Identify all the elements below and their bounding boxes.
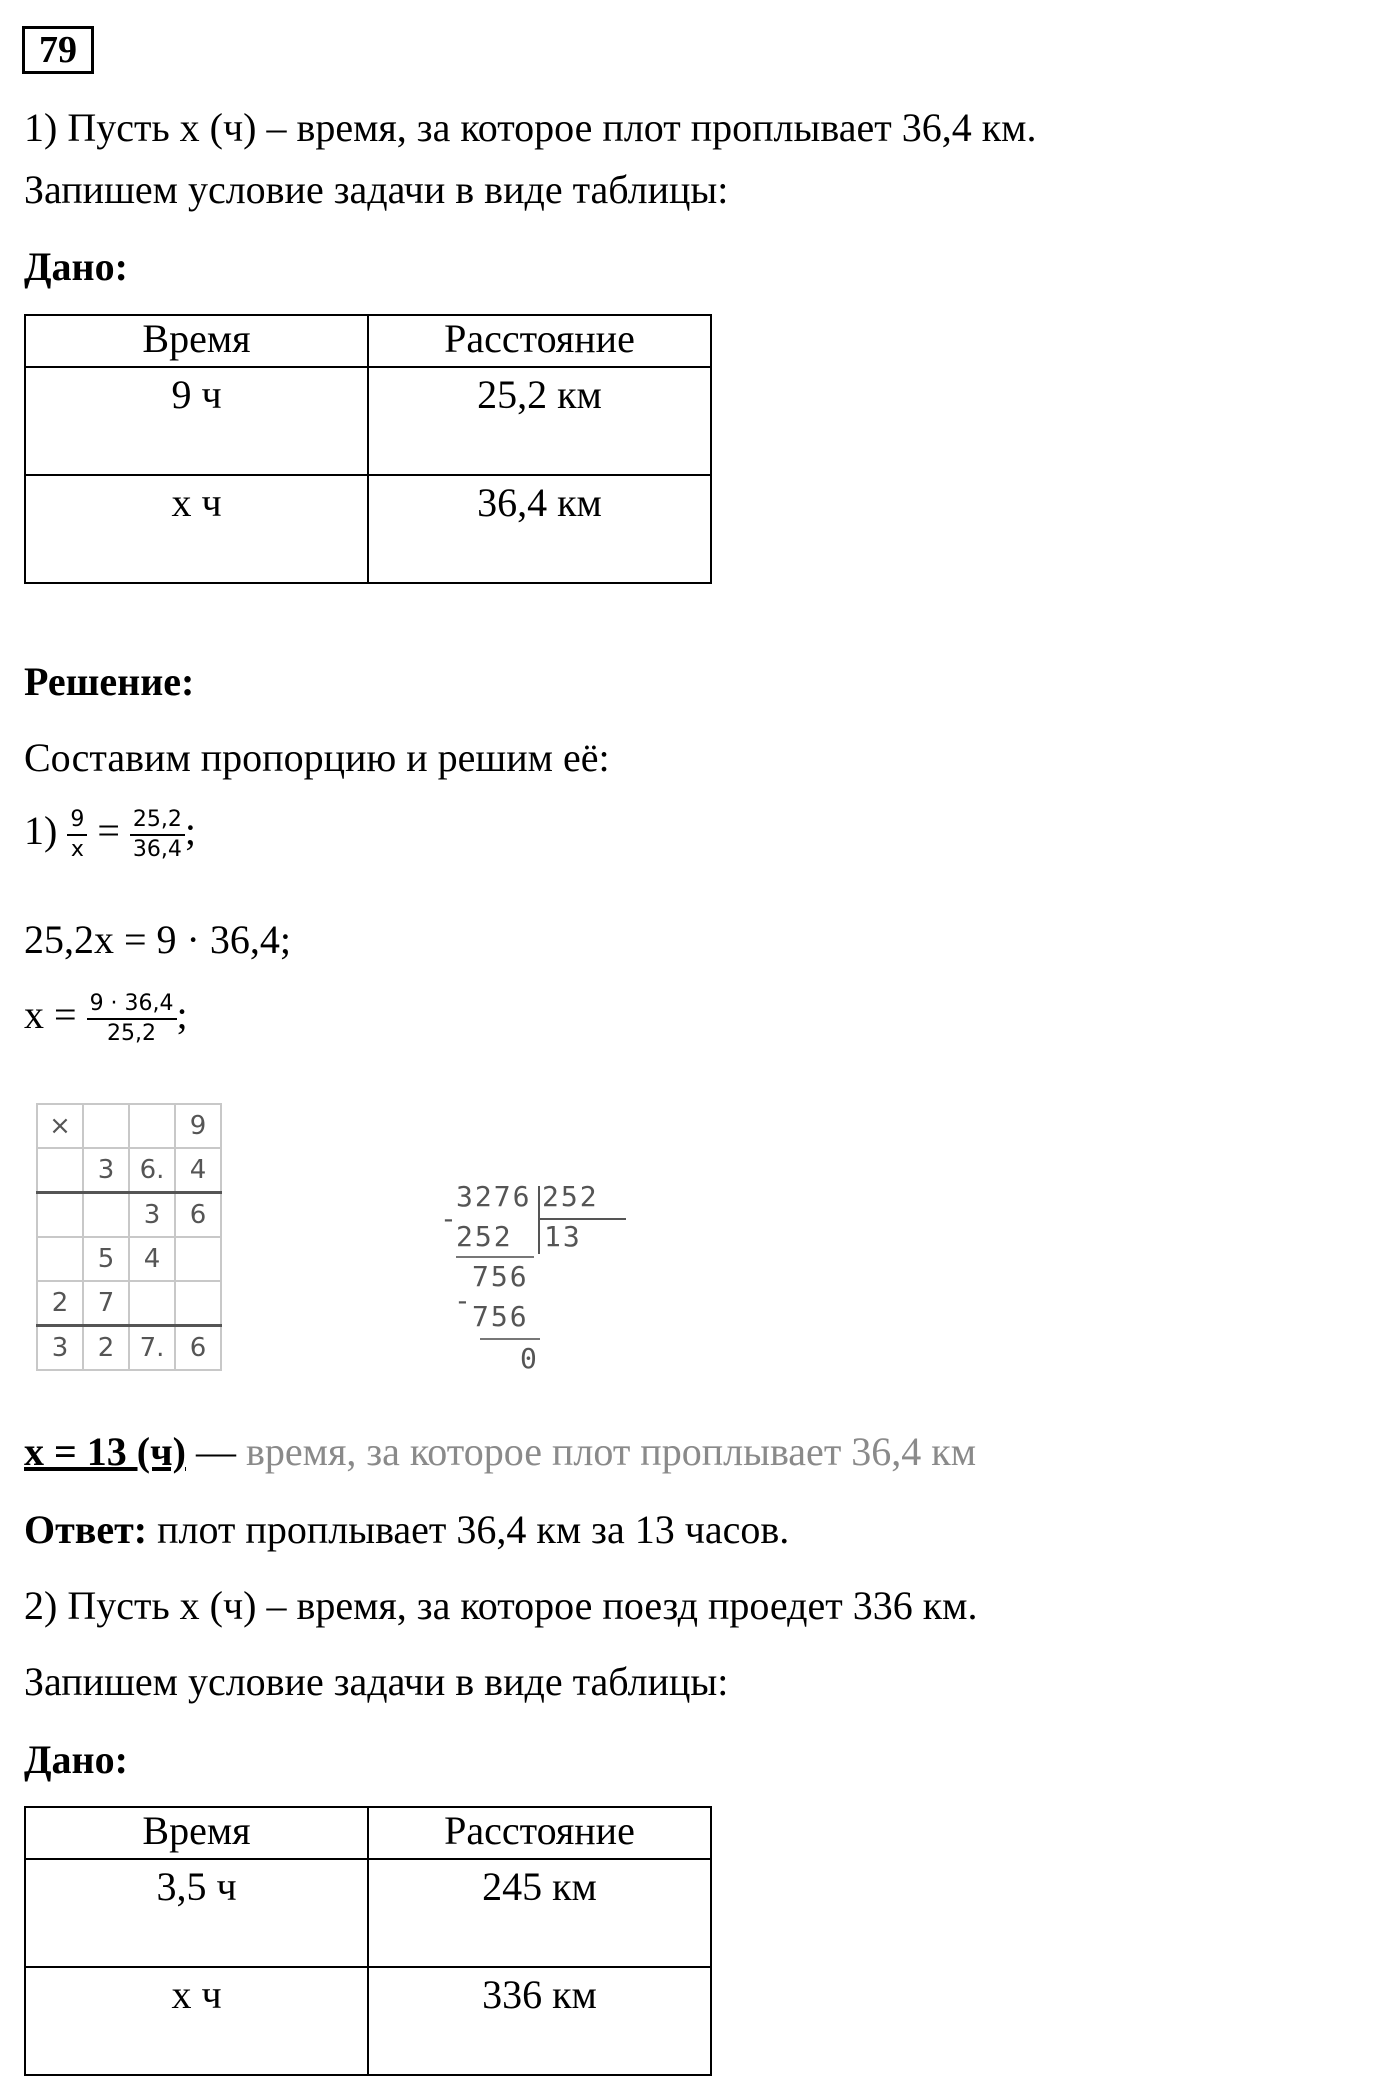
- fraction: [67, 806, 87, 864]
- answer-line: [24, 1506, 789, 1554]
- grid-cell: 4: [175, 1148, 221, 1193]
- grid-cell: [83, 1104, 129, 1148]
- underline: [480, 1338, 540, 1340]
- quotient: 13: [544, 1220, 582, 1253]
- grid-cell: 3: [83, 1148, 129, 1193]
- part2-given-label: Дано:: [24, 1737, 128, 1782]
- result-dash: —: [186, 1429, 246, 1474]
- equation-step3: [24, 990, 188, 1048]
- grid-cell: [175, 1281, 221, 1326]
- grid-cell: ×: [37, 1104, 83, 1148]
- grid-cell: 4: [129, 1237, 175, 1281]
- denominator: x: [70, 837, 84, 862]
- semicolon: ;: [184, 808, 196, 854]
- grid-cell: 2: [83, 1326, 129, 1371]
- grid-cell: 6.: [129, 1148, 175, 1193]
- equation-step2: 25,2х = 9 · 36,4;: [24, 917, 291, 962]
- grid-cell: 7: [83, 1281, 129, 1326]
- denominator: 36,4: [132, 837, 182, 862]
- remainder: 756: [472, 1260, 529, 1293]
- grid-cell: [37, 1237, 83, 1281]
- long-division: [440, 1180, 640, 1380]
- part1-intro: 1) Пусть х (ч) – время, за которое плот проплывает 36,4 км.: [24, 105, 1037, 150]
- solution-label: Решение:: [24, 659, 195, 704]
- result-value: х = 13 (ч): [24, 1429, 186, 1474]
- table-header: Время: [25, 1807, 368, 1859]
- grid-cell: 6: [175, 1326, 221, 1371]
- grid-cell: [37, 1193, 83, 1238]
- part1-given-table: [24, 314, 712, 584]
- result-line: [24, 1428, 976, 1476]
- table-cell: 245 км: [368, 1859, 711, 1967]
- part1-table-note: Запишем условие задачи в виде таблицы:: [24, 167, 729, 212]
- proportion-intro: Составим пропорцию и решим её:: [24, 735, 610, 780]
- division-bar: [538, 1186, 540, 1254]
- fraction: [130, 806, 185, 864]
- table-header: Расстояние: [368, 1807, 711, 1859]
- minus-sign: -: [454, 1284, 473, 1317]
- grid-cell: 7.: [129, 1326, 175, 1371]
- part1-given-label: Дано:: [24, 244, 128, 289]
- result-description: время, за которое плот проплывает 36,4 км: [246, 1429, 977, 1474]
- table-cell: 36,4 км: [368, 475, 711, 583]
- table-cell: х ч: [25, 1967, 368, 2075]
- part2-intro: 2) Пусть х (ч) – время, за которое поезд проедет 336 км.: [24, 1583, 978, 1628]
- table-cell: 3,5 ч: [25, 1859, 368, 1967]
- division-result: 0: [520, 1342, 539, 1375]
- grid-cell: 9: [175, 1104, 221, 1148]
- numerator: 9: [67, 806, 87, 836]
- equals-sign: =: [97, 808, 120, 854]
- proportion-equation: [24, 806, 196, 864]
- grid-cell: [175, 1237, 221, 1281]
- step-prefix: 1): [24, 808, 58, 854]
- table-header: Время: [25, 315, 368, 367]
- grid-cell: [129, 1281, 175, 1326]
- problem-number: 79: [22, 26, 94, 74]
- table-header: Расстояние: [368, 315, 711, 367]
- grid-cell: 3: [129, 1193, 175, 1238]
- subtrahend: 252: [456, 1220, 513, 1253]
- table-cell: 25,2 км: [368, 367, 711, 475]
- table-cell: 9 ч: [25, 367, 368, 475]
- part2-given-table: [24, 1806, 712, 2076]
- grid-cell: [83, 1193, 129, 1238]
- table-cell: х ч: [25, 475, 368, 583]
- fraction: [87, 990, 177, 1048]
- dividend: 3276: [456, 1180, 532, 1213]
- grid-cell: 3: [37, 1326, 83, 1371]
- grid-cell: [37, 1148, 83, 1193]
- grid-cell: 5: [83, 1237, 129, 1281]
- column-multiplication: [36, 1103, 222, 1371]
- minus-sign: -: [440, 1202, 459, 1235]
- underline: [456, 1256, 534, 1258]
- answer-text: плот проплывает 36,4 км за 13 часов.: [147, 1507, 790, 1552]
- numerator: 25,2: [130, 806, 185, 836]
- semicolon: ;: [176, 992, 188, 1038]
- denominator: 25,2: [107, 1021, 157, 1046]
- numerator: 9 · 36,4: [87, 990, 177, 1020]
- answer-label: Ответ:: [24, 1507, 148, 1552]
- grid-cell: [129, 1104, 175, 1148]
- step-prefix: х =: [24, 992, 77, 1038]
- quotient-line: [540, 1218, 626, 1220]
- grid-cell: 2: [37, 1281, 83, 1326]
- table-cell: 336 км: [368, 1967, 711, 2075]
- divisor: 252: [542, 1180, 599, 1213]
- subtrahend: 756: [472, 1300, 529, 1333]
- grid-cell: 6: [175, 1193, 221, 1238]
- part2-table-note: Запишем условие задачи в виде таблицы:: [24, 1659, 729, 1704]
